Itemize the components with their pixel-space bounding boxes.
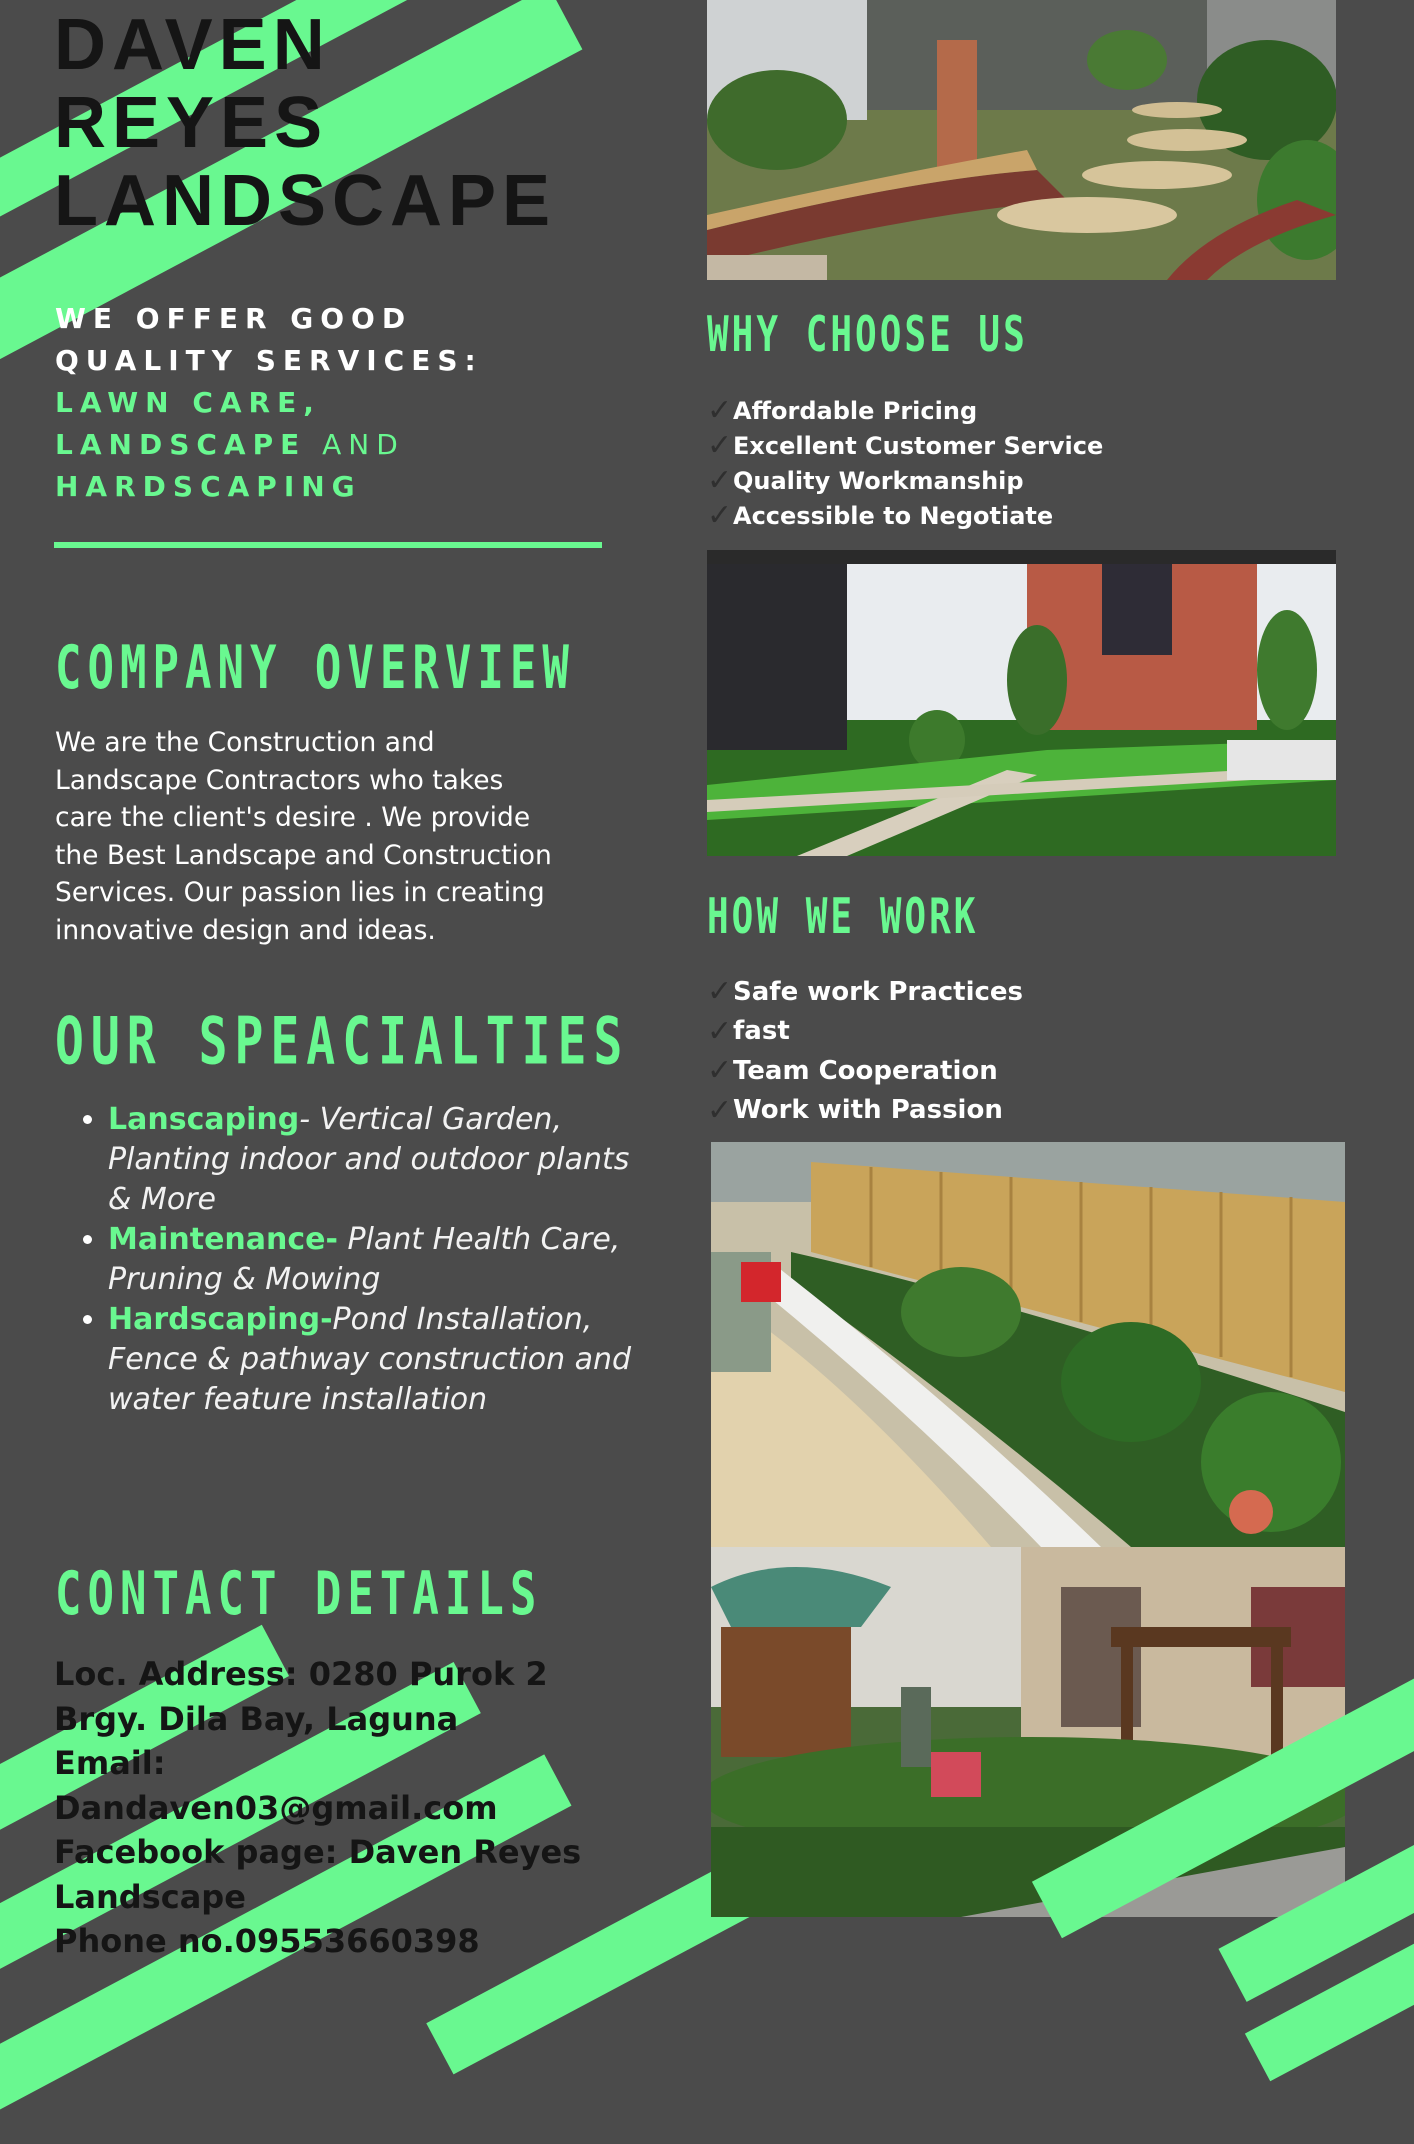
list-item [707, 498, 1347, 533]
checkmark-icon: ✓ [707, 1013, 733, 1049]
list-item [707, 463, 1347, 498]
garden-photo-bamboo-fence [711, 1142, 1345, 1547]
checkmark-icon: ✓ [707, 974, 733, 1010]
how-item-label: fast [733, 1016, 790, 1047]
checkmark-icon: ✓ [707, 393, 733, 428]
why-item-label: Affordable Pricing [733, 396, 978, 425]
contact-address-line-2: Brgy. Dila Bay, Laguna [54, 1699, 459, 1738]
how-list [707, 972, 1347, 1130]
list-item [707, 428, 1347, 463]
specialty-label: Lanscaping [108, 1102, 300, 1137]
contact-details [54, 1652, 654, 1964]
why-item-label: Accessible to Negotiate [733, 501, 1054, 530]
overview-paragraph [55, 724, 615, 949]
company-name [54, 6, 556, 240]
checkmark-icon: ✓ [707, 463, 733, 498]
company-name-line-2: REYES [54, 83, 329, 163]
why-item-label: Quality Workmanship [733, 466, 1024, 495]
tagline-and: AND [306, 428, 405, 461]
company-name-line-3: LANDSCAPE [54, 161, 557, 241]
services-tagline [55, 298, 615, 508]
how-heading: HOW WE WORK [707, 890, 979, 946]
list-item [707, 1012, 1347, 1052]
overview-line: Landscape Contractors who takes [55, 764, 504, 796]
contact-email: Dandaven03@gmail.com [54, 1788, 498, 1827]
tagline-line-2: QUALITY SERVICES: [55, 344, 483, 377]
why-heading: WHY CHOOSE US [707, 308, 1028, 364]
garden-photo-gardeners [711, 1547, 1345, 1917]
contact-email-label: Email: [54, 1744, 166, 1782]
specialty-label: Maintenance- [108, 1222, 338, 1257]
specialty-label: Hardscaping- [108, 1302, 333, 1337]
specialty-desc: Pond Installation, Fence & pathway construction and water feature installation [108, 1302, 632, 1417]
specialty-desc: - Vertical Garden, Planting indoor and outdoor plants & More [108, 1102, 630, 1217]
overview-line: We are the Construction and [55, 727, 435, 758]
overview-line: Services. Our passion lies in creating [55, 877, 545, 908]
tagline-line-5: HARDSCAPING [55, 470, 362, 503]
garden-photo-stepping-stones [707, 0, 1336, 280]
overview-line: the Best Landscape and Construction [55, 839, 552, 871]
tagline-landscape: LANDSCAPE [55, 428, 307, 461]
overview-line: innovative design and ideas. [55, 914, 436, 946]
garden-photo-brick-wall [707, 550, 1336, 856]
list-item [707, 1091, 1347, 1131]
divider [54, 542, 602, 548]
list-item [707, 393, 1347, 428]
checkmark-icon: ✓ [707, 1092, 733, 1128]
list-item [108, 1100, 653, 1220]
tagline-line-3: LAWN CARE, [55, 386, 321, 419]
checkmark-icon: ✓ [707, 1053, 733, 1089]
overview-heading: COMPANY OVERVIEW [55, 634, 575, 703]
why-item-label: Excellent Customer Service [733, 431, 1104, 460]
tagline-line-4 [55, 424, 615, 466]
list-item [707, 1051, 1347, 1091]
contact-facebook-line-2: Landscape [54, 1877, 246, 1916]
contact-facebook-line-1: Facebook page: Daven Reyes [54, 1833, 582, 1871]
how-item-label: Work with Passion [733, 1095, 1003, 1126]
contact-address-line-1: Loc. Address: 0280 Purok 2 [54, 1655, 548, 1693]
specialties-heading: OUR SPEACIALTIES [55, 1004, 630, 1080]
list-item [108, 1220, 653, 1300]
how-item-label: Safe work Practices [733, 976, 1024, 1007]
specialties-list [60, 1100, 653, 1420]
checkmark-icon: ✓ [707, 498, 733, 533]
overview-line: care the client's desire . We provide [55, 802, 531, 833]
contact-phone: Phone no.09553660398 [54, 1922, 480, 1960]
list-item [108, 1300, 653, 1420]
list-item [707, 972, 1347, 1012]
how-item-label: Team Cooperation [733, 1055, 998, 1086]
checkmark-icon: ✓ [707, 428, 733, 463]
contact-heading: CONTACT DETAILS [55, 1560, 543, 1629]
why-list [707, 393, 1347, 533]
specialty-desc: Plant Health Care, Pruning & Mowing [108, 1222, 621, 1297]
company-name-line-1: DAVEN [54, 5, 331, 85]
tagline-line-1: WE OFFER GOOD [55, 302, 413, 335]
